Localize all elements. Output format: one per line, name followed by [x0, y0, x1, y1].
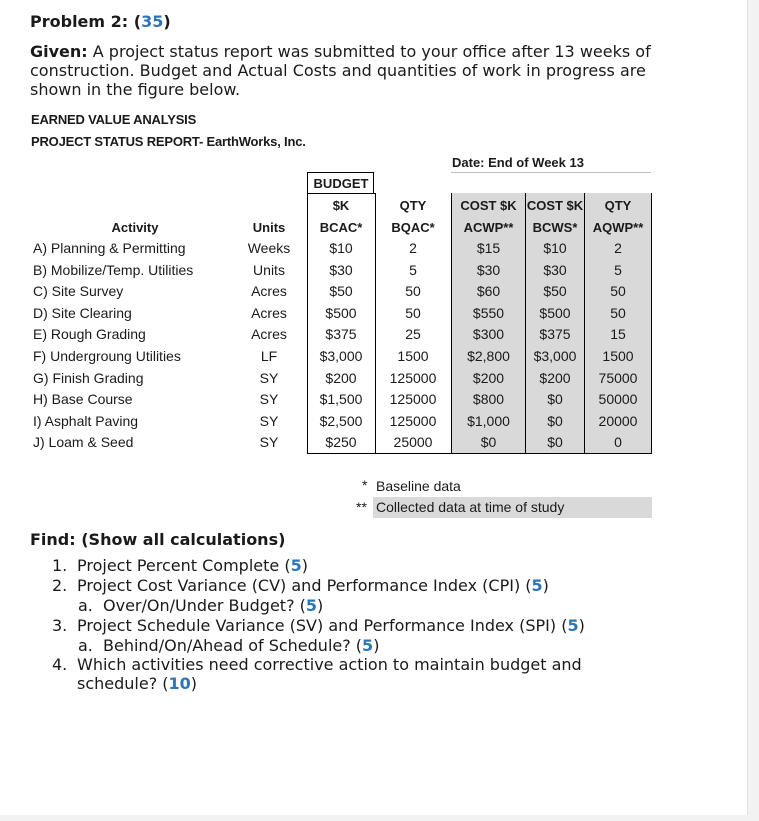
find-item-number: 2.	[52, 576, 68, 595]
find-item-close: )	[301, 556, 308, 575]
cell-activity: C) Site Survey	[33, 283, 124, 300]
cell-bcws: $10	[543, 240, 567, 256]
cell-acwp: $15	[476, 240, 501, 256]
given-paragraph: Given: A project status report was submitted to your office after 13 weeks of construction. Budget and Actual Costs and quantities of work in progress are shown in the figure below.	[30, 42, 651, 99]
cell-bcws: $200	[539, 369, 571, 386]
find-item-close: )	[373, 636, 380, 655]
cell-acwp: $550	[472, 304, 505, 321]
find-item-number: 3.	[52, 616, 68, 635]
cell-activity: A) Planning & Permitting	[33, 240, 186, 256]
header-qty: QTY	[399, 198, 427, 213]
cell-bqac: 25	[405, 326, 421, 343]
find-item-close: )	[190, 674, 198, 693]
cell-activity: F) Undergroung Utilities	[33, 348, 181, 364]
cell-bcws: $3,000	[533, 348, 577, 364]
cell-aqwp: 20000	[598, 412, 638, 429]
header-units: Units	[252, 220, 286, 235]
find-item	[52, 576, 549, 595]
find-item-number: a.	[78, 636, 93, 655]
header-bcws: BCWS*	[532, 220, 578, 235]
legend-star1: *	[362, 477, 368, 493]
cell-aqwp: 50	[610, 304, 626, 321]
cell-acwp: $300	[472, 326, 505, 343]
cell-bcac: $3,000	[319, 348, 363, 364]
cell-acwp: $30	[476, 261, 501, 278]
legend-star2: **	[356, 499, 367, 515]
find-item-points: 5	[531, 576, 543, 595]
cell-bqac: 125000	[389, 412, 437, 429]
find-item-points: 5	[362, 636, 374, 655]
find-item-number: a.	[78, 596, 93, 615]
cell-activity: J) Loam & Seed	[33, 434, 134, 451]
report-heading-earned-value: EARNED VALUE ANALYSIS	[31, 112, 197, 127]
header-bqac: BQAC*	[391, 220, 435, 235]
cell-aqwp: 50000	[598, 391, 638, 408]
cell-bqac: 5	[409, 261, 417, 278]
cell-acwp: $200	[472, 369, 505, 386]
cell-activity: E) Rough Grading	[33, 326, 146, 343]
cell-bqac: 50	[405, 304, 421, 321]
header-activity: Activity	[111, 220, 159, 235]
cell-aqwp: 1500	[602, 348, 634, 364]
scrollbar-bottom[interactable]	[0, 815, 759, 821]
cell-activity: B) Mobilize/Temp. Utilities	[33, 261, 194, 278]
find-item-text: Which activities need corrective action to maintain budget and	[77, 655, 582, 674]
cell-bqac: 125000	[389, 391, 437, 408]
cell-bcac: $2,500	[319, 412, 363, 429]
find-item-points: 5	[305, 596, 318, 615]
cell-bcws: $0	[547, 412, 563, 429]
cell-bcws: $0	[547, 434, 563, 451]
header-bcac: BCAC*	[319, 220, 363, 235]
cell-units: Acres	[251, 326, 287, 343]
cell-units: SY	[259, 391, 279, 408]
find-item-text: schedule? (	[77, 674, 169, 693]
cell-units: Acres	[251, 304, 287, 321]
cell-bqac: 2	[409, 240, 417, 256]
report-date: Date: End of Week 13	[452, 155, 584, 170]
find-item-number: 1.	[52, 556, 68, 575]
cell-bcac: $50	[329, 283, 353, 300]
find-item-number: 4.	[52, 655, 68, 674]
cell-units: Acres	[251, 283, 287, 300]
cell-bcac: $1,500	[319, 391, 363, 408]
find-item-points: 10	[168, 674, 191, 693]
find-item	[78, 596, 323, 615]
header-qty-actual: QTY	[604, 198, 632, 213]
cell-units: Weeks	[247, 240, 291, 256]
find-item-close: )	[317, 596, 324, 615]
cell-bcac: $30	[329, 261, 353, 278]
cell-bqac: 125000	[389, 369, 437, 386]
report-heading-status: PROJECT STATUS REPORT- EarthWorks, Inc.	[31, 134, 306, 149]
cell-units: SY	[259, 369, 279, 386]
cell-activity: I) Asphalt Paving	[33, 412, 139, 429]
find-item	[78, 636, 379, 655]
find-item-text: Project Percent Complete (	[77, 556, 291, 575]
cell-activity: G) Finish Grading	[33, 369, 144, 386]
cell-aqwp: 5	[614, 261, 622, 278]
cell-aqwp: 0	[614, 434, 622, 451]
header-cost-scheduled: COST $K	[526, 198, 584, 213]
find-item-text: Behind/On/Ahead of Schedule? (	[103, 636, 363, 655]
cell-bcws: $0	[547, 391, 563, 408]
cell-bcws: $375	[539, 326, 571, 343]
find-item-points: 5	[290, 556, 302, 575]
legend-collected: Collected data at time of study	[376, 499, 565, 515]
find-item	[52, 674, 197, 693]
cell-units: SY	[259, 434, 279, 451]
cell-bqac: 50	[405, 283, 421, 300]
cell-bcac: $200	[325, 369, 357, 386]
cell-acwp: $1,000	[467, 412, 510, 429]
cell-bcac: $500	[325, 304, 357, 321]
find-item-close: )	[578, 616, 585, 635]
cell-aqwp: 15	[610, 326, 626, 343]
cell-bqac: 25000	[393, 434, 433, 451]
find-item	[52, 556, 308, 575]
cell-bqac: 1500	[397, 348, 429, 364]
cell-aqwp: 75000	[598, 369, 638, 386]
cell-units: Units	[253, 261, 285, 278]
problem-title: Problem 2: (35)	[30, 12, 171, 31]
header-budget: BUDGET	[313, 176, 369, 191]
find-item-text: Over/On/Under Budget? (	[103, 596, 306, 615]
cell-bcac: $250	[325, 434, 357, 451]
cell-units: LF	[260, 348, 278, 364]
header-cost-actual: COST $K	[460, 198, 517, 213]
find-item	[52, 655, 582, 674]
cell-bcac: $375	[325, 326, 357, 343]
cell-bcws: $50	[543, 283, 567, 300]
cell-bcws: $30	[543, 261, 567, 278]
header-aqwp: AQWP**	[592, 220, 644, 235]
find-item-points: 5	[567, 616, 579, 635]
cell-acwp: $800	[472, 391, 505, 408]
cell-activity: D) Site Clearing	[33, 304, 132, 321]
cell-bcac: $10	[329, 240, 353, 256]
legend-baseline: Baseline data	[376, 478, 461, 494]
cell-bcws: $500	[539, 304, 571, 321]
header-acwp: ACWP**	[463, 220, 514, 235]
find-item-close: )	[542, 576, 549, 595]
cell-aqwp: 50	[610, 283, 626, 300]
cell-aqwp: 2	[614, 240, 622, 256]
cell-acwp: $2,800	[467, 348, 510, 364]
header-budget-k: $K	[332, 198, 350, 213]
cell-acwp: $0	[480, 434, 497, 451]
find-item-text: Project Schedule Variance (SV) and Performance Index (SPI) (	[77, 616, 568, 635]
find-title: Find: (Show all calculations)	[30, 530, 286, 549]
scrollbar-right[interactable]	[747, 0, 759, 821]
cell-units: SY	[259, 412, 279, 429]
cell-acwp: $60	[476, 283, 501, 300]
find-item-text: Project Cost Variance (CV) and Performance Index (CPI) (	[77, 576, 532, 595]
cell-activity: H) Base Course	[33, 391, 133, 408]
find-item	[52, 616, 585, 635]
